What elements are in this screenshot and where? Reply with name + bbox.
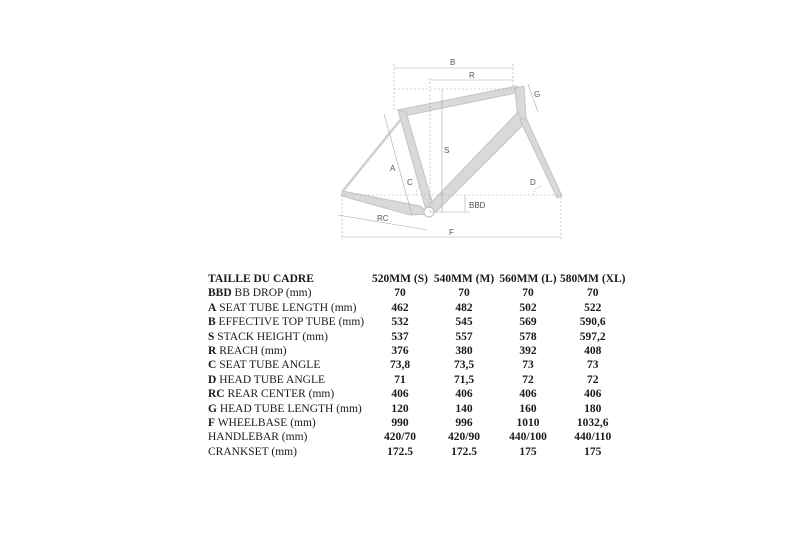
row-value: 406 xyxy=(584,388,602,401)
header-m: 540MM (M) xyxy=(433,273,495,285)
row-value: 522 xyxy=(584,301,602,314)
row-value: 180 xyxy=(584,402,602,415)
row-value: 73 xyxy=(586,359,599,372)
row-code: C xyxy=(208,359,217,372)
row-code: B xyxy=(208,316,216,329)
row-label xyxy=(208,373,368,387)
row-value: 376 xyxy=(391,345,409,358)
table-row xyxy=(208,358,625,372)
row-value: 72 xyxy=(522,373,534,386)
row-value: 73 xyxy=(522,359,534,372)
row-code: A xyxy=(208,301,217,314)
row-value: 71 xyxy=(394,373,406,386)
geometry-table xyxy=(208,272,625,459)
row-value: 996 xyxy=(455,417,473,430)
row-value: 578 xyxy=(519,330,537,343)
row-value: 1010 xyxy=(516,417,540,430)
header-size: TAILLE DU CADRE xyxy=(208,273,314,285)
row-label xyxy=(208,286,368,300)
frame-shape xyxy=(342,86,562,217)
row-label xyxy=(208,416,368,430)
label-bbd: BBD xyxy=(469,201,486,210)
row-name: REAR CENTER (mm) xyxy=(224,388,335,401)
row-label xyxy=(208,330,368,344)
row-value: 420/70 xyxy=(384,431,416,444)
label-d: D xyxy=(530,178,536,187)
table-header-row xyxy=(208,272,625,286)
label-g: G xyxy=(534,90,541,99)
row-value: 420/90 xyxy=(448,431,480,444)
row-value: 1032,6 xyxy=(576,417,609,430)
row-value: 175 xyxy=(584,445,602,458)
header-l: 560MM (L) xyxy=(499,273,557,285)
table-row xyxy=(208,344,625,358)
table-row xyxy=(208,330,625,344)
table-row xyxy=(208,315,625,329)
row-value: 70 xyxy=(522,287,534,300)
row-value: 569 xyxy=(519,316,537,329)
row-value: 440/100 xyxy=(509,431,547,444)
row-label xyxy=(208,358,368,372)
header-s: 520MM (S) xyxy=(372,273,428,285)
row-value: 73,8 xyxy=(389,359,411,372)
row-code: BBD xyxy=(208,287,232,300)
row-value: 502 xyxy=(519,301,537,314)
table-row xyxy=(208,373,625,387)
row-code: F xyxy=(208,417,216,430)
row-value: 462 xyxy=(391,301,409,314)
row-label xyxy=(208,301,368,315)
row-name: HEAD TUBE LENGTH (mm) xyxy=(216,402,362,415)
row-name: HEAD TUBE ANGLE xyxy=(216,373,326,386)
row-value: 406 xyxy=(391,388,409,401)
row-value: 140 xyxy=(455,402,473,415)
row-value: 597,2 xyxy=(579,330,606,343)
row-value: 172.5 xyxy=(387,445,413,458)
table-row xyxy=(208,301,625,315)
dimension-lines xyxy=(338,64,565,240)
label-f: F xyxy=(449,228,454,237)
row-value: 70 xyxy=(458,287,470,300)
header-xl: 580MM (XL) xyxy=(560,273,626,285)
row-code: S xyxy=(208,330,215,343)
row-name: SEAT TUBE ANGLE xyxy=(216,359,321,372)
row-value: 406 xyxy=(455,388,473,401)
frame-geometry-diagram xyxy=(0,0,800,260)
row-value: 537 xyxy=(391,330,409,343)
row-value: 440/110 xyxy=(574,431,612,444)
row-label xyxy=(208,387,368,401)
row-value: 590,6 xyxy=(579,316,606,329)
row-value: 557 xyxy=(455,330,473,343)
row-code: R xyxy=(208,345,217,358)
row-name: CRANKSET (mm) xyxy=(208,445,297,458)
table-row xyxy=(208,286,625,300)
table-row xyxy=(208,387,625,401)
row-name: SEAT TUBE LENGTH (mm) xyxy=(216,301,357,314)
row-name: STACK HEIGHT (mm) xyxy=(214,330,328,343)
row-code: RC xyxy=(208,388,225,401)
row-value: 160 xyxy=(519,402,537,415)
row-value: 532 xyxy=(391,316,409,329)
row-value: 990 xyxy=(391,417,409,430)
row-label xyxy=(208,445,368,459)
row-name: BB DROP (mm) xyxy=(231,287,312,300)
row-value: 482 xyxy=(455,301,473,314)
row-code: D xyxy=(208,373,217,386)
label-r: R xyxy=(469,71,475,80)
row-value: 72 xyxy=(586,373,599,386)
row-code: G xyxy=(208,402,217,415)
table-row xyxy=(208,416,625,430)
row-label xyxy=(208,430,368,444)
row-value: 172.5 xyxy=(451,445,477,458)
table-row xyxy=(208,430,625,444)
row-label xyxy=(208,344,368,358)
row-label xyxy=(208,402,368,416)
row-value: 545 xyxy=(455,316,473,329)
table-row xyxy=(208,445,625,459)
label-s: S xyxy=(444,146,450,155)
row-value: 392 xyxy=(519,345,537,358)
row-label xyxy=(208,315,368,329)
row-value: 73,5 xyxy=(453,359,475,372)
row-name: WHEELBASE (mm) xyxy=(215,417,316,430)
label-c: C xyxy=(407,178,413,187)
row-value: 175 xyxy=(519,445,537,458)
row-value: 120 xyxy=(391,402,409,415)
row-name: HANDLEBAR (mm) xyxy=(208,431,308,444)
row-name: REACH (mm) xyxy=(216,345,287,358)
row-value: 406 xyxy=(519,388,537,401)
label-b: B xyxy=(450,58,456,67)
row-value: 70 xyxy=(586,287,599,300)
row-value: 408 xyxy=(584,345,602,358)
row-name: EFFECTIVE TOP TUBE (mm) xyxy=(215,316,365,329)
label-a: A xyxy=(390,164,396,173)
row-value: 380 xyxy=(455,345,473,358)
row-value: 71,5 xyxy=(453,373,475,386)
label-rc: RC xyxy=(377,214,389,223)
table-row xyxy=(208,402,625,416)
row-value: 70 xyxy=(394,287,406,300)
